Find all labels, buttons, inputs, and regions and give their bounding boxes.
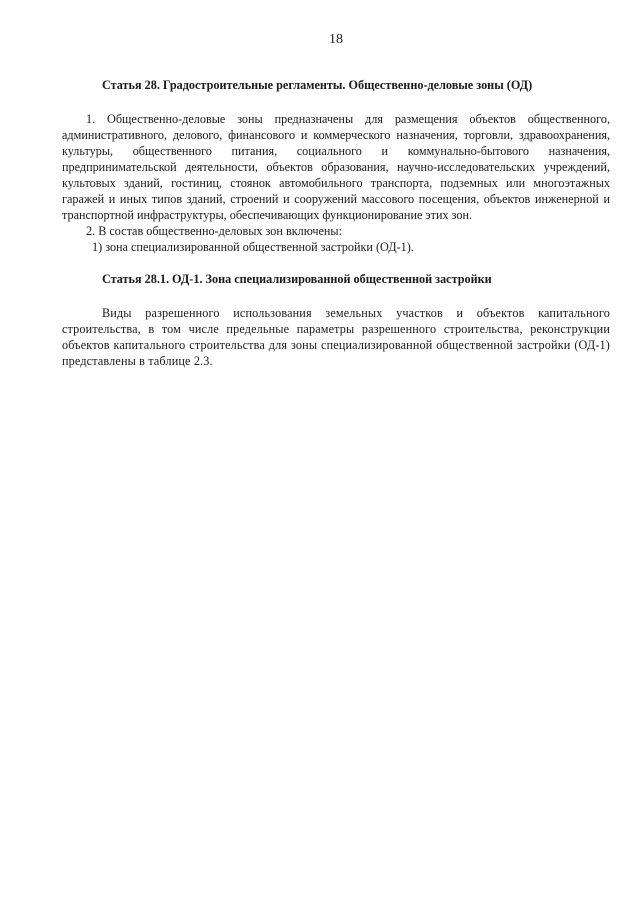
article-28-paragraph-1: 1. Общественно-деловые зоны предназначены для размещения объектов общественного, административного, делового, финансового и коммерческого назначения, торговли, здравоохранения, культуры, общественного питания, социального и коммунально-бытового назначения, предпринимательской деятельности, объектов образования, научно-исследовательских учреждений, культовых зданий, гостиниц, стоянок автомобильного транспорта, подземных или многоэтажных гаражей и иных типов зданий, строений и сооружений массового посещения, объектов инженерной и транспортной инфраструктуры, обеспечивающих функционирование этих зон. [62, 112, 610, 222]
document-body [62, 77, 610, 369]
article-28-heading: Статья 28. Градостроительные регламенты. Общественно-деловые зоны (ОД) [102, 78, 533, 92]
page-number: 18 [329, 32, 343, 47]
article-28-1-paragraph-1: Виды разрешенного использования земельных участков и объектов капитального строительства, в том числе предельные параметры разрешенного строительства, реконструкции объектов капитального строительства для зоны специализированной общественной застройки (ОД-1) представлены в таблице 2.3. [62, 306, 610, 368]
article-28-paragraph-2: 2. В состав общественно-деловых зон включены: [86, 224, 342, 238]
article-28-list-item-1: 1) зона специализированной общественной застройки (ОД-1). [92, 240, 414, 254]
article-28-1-heading: Статья 28.1. ОД-1. Зона специализированной общественной застройки [102, 272, 492, 286]
